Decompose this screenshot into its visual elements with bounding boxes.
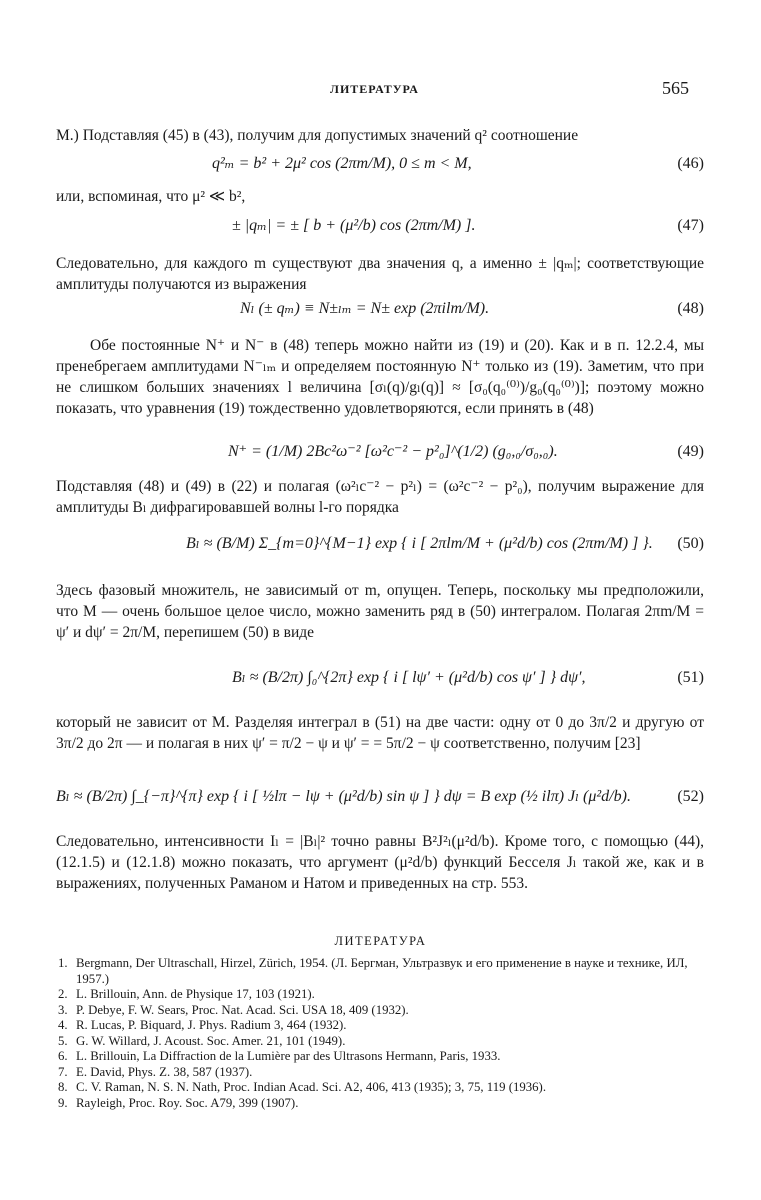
reference-number: 9. (58, 1095, 68, 1110)
equation-51-body: Bₗ ≈ (B/2π) ∫₀^{2π} exp { i [ lψ′ + (μ²d/b) cos ψ′ ] } dψ′, (232, 669, 586, 686)
equation-50-body: Bₗ ≈ (B/M) Σ_{m=0}^{M−1} exp { i [ 2πlm/M + (μ²d/b) cos (2πm/M) ] }. (186, 535, 653, 552)
paragraph-5: Подставляя (48) и (49) в (22) и полагая (ω²ₗc⁻² − p²ₗ) = (ω²c⁻² − p²₀), получим выражение для амплитуды Bₗ дифрагировавшей волны l-го порядка (56, 478, 704, 516)
reference-number: 1. (58, 956, 68, 970)
reference-item (56, 1096, 706, 1112)
paragraph-8: Следовательно, интенсивности Iₗ = |Bₗ|² точно равны B²J²ₗ(μ²d/b). Кроме того, с помощью (44), (12.1.5) и (12.1.8) можно показать, что аргумент (μ²d/b) функций Бесселя Jₗ такой же, как и в выражениях, полученных Раманом и Натом и приведенных на стр. 553. (56, 833, 704, 892)
reference-number: 4. (58, 1018, 68, 1032)
reference-text: E. David, Phys. Z. 38, 587 (1937). (76, 1064, 253, 1079)
equation-49-body: N⁺ = (1/M) 2Bc²ω⁻² [ω²c⁻² − p²₀]^(1/2) (g₀,₀/σ₀,₀). (228, 443, 558, 460)
reference-number: 8. (58, 1080, 68, 1094)
reference-text: L. Brillouin, Ann. de Physique 17, 103 (1921). (76, 987, 315, 1001)
equation-46-body: q²ₘ = b² + 2μ² cos (2πm/M), 0 ≤ m < M, (212, 155, 472, 172)
paragraph-3: Следовательно, для каждого m существуют два значения q, а именно ± |qₘ|; соответствующие амплитуды получаются из выражения (56, 255, 704, 293)
reference-text: R. Lucas, P. Biquard, J. Phys. Radium 3, 464 (1932). (76, 1018, 347, 1032)
running-title: ЛИТЕРАТУРА (330, 82, 419, 96)
reference-number: 2. (58, 987, 68, 1001)
reference-item (56, 1065, 706, 1081)
reference-text: L. Brillouin, La Diffraction de la Lumière par des Ultrasons Hermann, Paris, 1933. (76, 1049, 501, 1063)
references-title: ЛИТЕРАТУРА (334, 934, 427, 948)
equation-50-number: (50) (677, 535, 704, 552)
reference-text: Rayleigh, Proc. Roy. Soc. A79, 399 (1907). (76, 1095, 299, 1110)
reference-item (56, 1003, 706, 1019)
equation-48-body: Nₗ (± qₘ) ≡ N±ₗₘ = N± exp (2πilm/M). (240, 300, 490, 317)
references-list (56, 956, 706, 1111)
equation-48-number: (48) (677, 300, 704, 317)
reference-item (56, 987, 706, 1003)
reference-text: G. W. Willard, J. Acoust. Soc. Amer. 21, 101 (1949). (76, 1033, 346, 1048)
equation-46-number: (46) (677, 155, 704, 172)
page-number: 565 (662, 78, 689, 98)
reference-item (56, 1018, 706, 1034)
reference-number: 5. (58, 1033, 68, 1048)
paragraph-2: или, вспоминая, что μ² ≪ b², (56, 188, 246, 205)
reference-text: C. V. Raman, N. S. N. Nath, Proc. Indian Acad. Sci. A2, 406, 413 (1935); 3, 75, 119 (1936). (76, 1080, 547, 1094)
reference-text: P. Debye, F. W. Sears, Proc. Nat. Acad. Sci. USA 18, 409 (1932). (76, 1002, 409, 1017)
page-header (0, 78, 761, 102)
reference-number: 6. (58, 1049, 68, 1063)
reference-item (56, 1080, 706, 1096)
equation-49-number: (49) (677, 443, 704, 460)
reference-number: 3. (58, 1002, 68, 1017)
reference-item (56, 956, 706, 987)
reference-number: 7. (58, 1064, 68, 1079)
reference-item (56, 1034, 706, 1050)
paragraph-6: Здесь фазовый множитель, не зависимый от m, опущен. Теперь, поскольку мы предположили, что M — очень большое целое число, можно заменить ряд в (50) интегралом. Полагая 2πm/M = ψ′ и dψ′ = 2π/M, перепишем (50) в виде (56, 582, 704, 641)
equation-47-number: (47) (677, 217, 704, 234)
paragraph-7: который не зависит от M. Разделяя интеграл в (51) на две части: одну от 0 до 3π/2 и другую от 3π/2 до 2π — и полагая в них ψ′ = π/2 − ψ и ψ′ = = 5π/2 − ψ соответственно, получим [23] (56, 714, 704, 752)
equation-47-body: ± |qₘ| = ± [ b + (μ²/b) cos (2πm/M) ]. (232, 217, 476, 234)
paragraph-4: Обе постоянные N⁺ и N⁻ в (48) теперь можно найти из (19) и (20). Как и в п. 12.2.4, мы пренебрегаем амплитудами N⁻ₗₘ и определяем постоянную N⁺ только из (19). Заметим, что при не слишком больших значениях l величина [σₗ(q)/gₗ(q)] ≈ [σ₀(q₀⁽⁰⁾)/g₀(q₀⁽⁰⁾)]; поэтому можно показать, что уравнения (19) тождественно удовлетворяются, если принять в (48) (56, 337, 704, 417)
reference-item (56, 1049, 706, 1065)
equation-52-body: Bₗ ≈ (B/2π) ∫_{−π}^{π} exp { i [ ½lπ − lψ + (μ²d/b) sin ψ ] } dψ = B exp (½ ilπ) Jₗ (μ²d/b). (56, 788, 631, 805)
reference-text: Bergmann, Der Ultraschall, Hirzel, Zürich, 1954. (Л. Бергман, Ультразвук и его применение в науке и технике, ИЛ, 1957.) (76, 956, 688, 986)
equation-52-number: (52) (677, 788, 704, 805)
paragraph-1: M.) Подставляя (45) в (43), получим для допустимых значений q² соотношение (56, 127, 579, 144)
equation-51-number: (51) (677, 669, 704, 686)
